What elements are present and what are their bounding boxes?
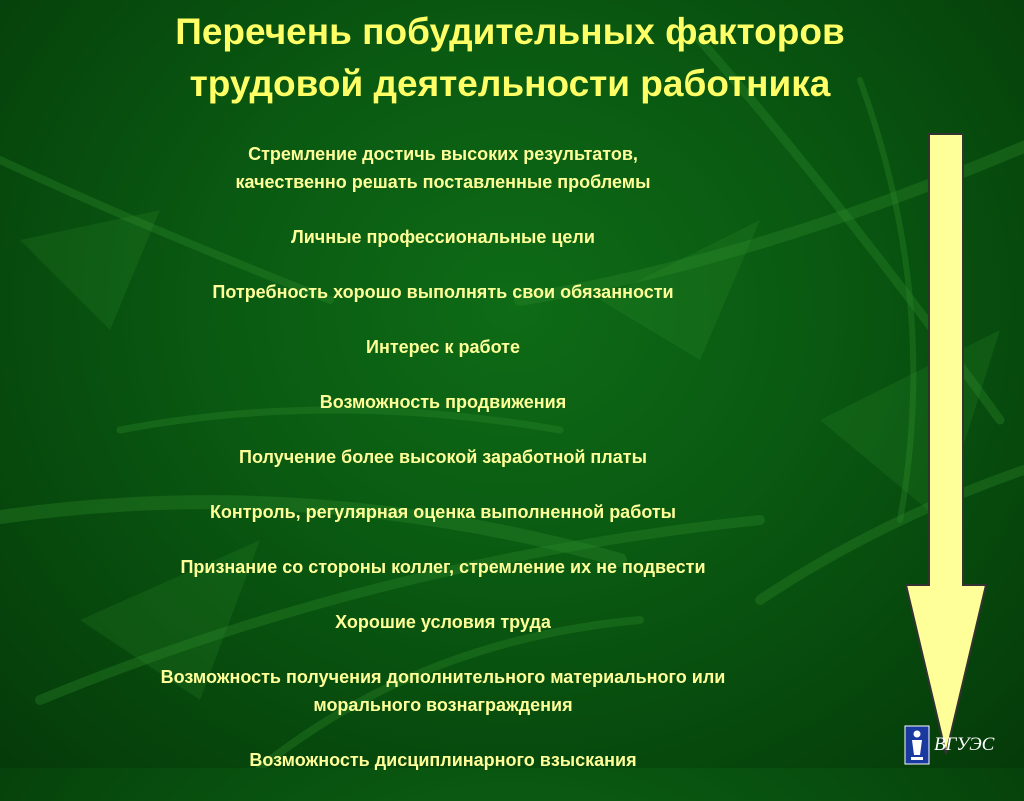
factor-item: Возможность получения дополнительного материального или морального вознаграждения (160, 667, 726, 715)
factor-item: Возможность дисциплинарного взыскания (249, 750, 637, 770)
university-logo (904, 722, 1024, 768)
slide-title: Перечень побудительных факторов трудовой деятельности работника (175, 11, 845, 104)
university-emblem-icon (904, 725, 930, 765)
factor-item: Признание со стороны коллег, стремление их не подвести (180, 557, 706, 577)
factor-item: Интерес к работе (366, 337, 520, 357)
factor-item: Хорошие условия труда (335, 612, 551, 632)
logo-text: ВГУЭС (934, 734, 995, 755)
factor-item: Стремление достичь высоких результатов, качественно решать поставленные проблемы (235, 144, 651, 192)
factor-item: Контроль, регулярная оценка выполненной работы (209, 502, 677, 522)
factor-item: Возможность продвижения (319, 392, 567, 412)
factor-list (40, 140, 846, 801)
factor-item: Потребность хорошо выполнять свои обязанности (212, 282, 674, 302)
factor-item: Личные профессиональные цели (291, 227, 595, 247)
down-arrow-icon (905, 133, 987, 755)
factor-item: Получение более высокой заработной платы (239, 447, 647, 467)
